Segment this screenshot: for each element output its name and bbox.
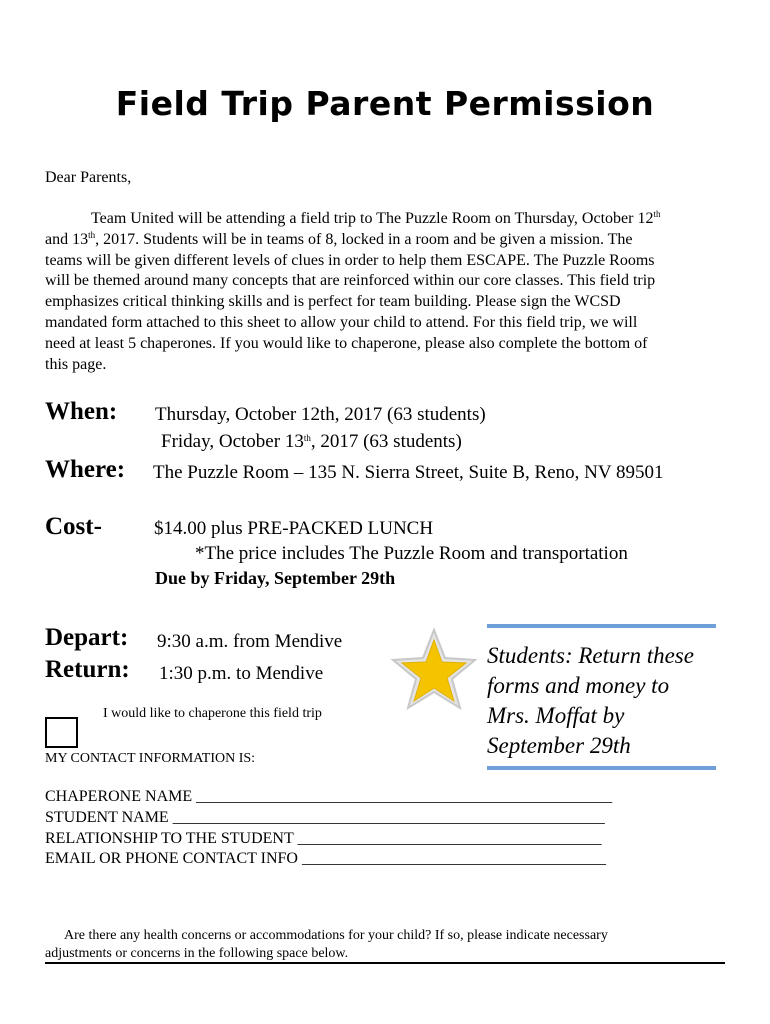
chaperone-checkbox[interactable]	[45, 717, 78, 748]
contact-heading: MY CONTACT INFORMATION IS:	[45, 751, 256, 766]
return-reminder-box	[487, 624, 716, 770]
chaperone-checkbox-label: I would like to chaperone this field trip	[103, 706, 322, 721]
relationship-field[interactable]: RELATIONSHIP TO THE STUDENT ______________________________________	[45, 829, 602, 847]
intro-paragraph	[45, 209, 725, 375]
cost-label: Cost-	[45, 513, 102, 540]
paragraph-line: will be themed around many concepts that are reinforced within our core classes. This field trip	[45, 272, 656, 290]
paragraph-line: this page.	[45, 355, 107, 373]
health-answer-line[interactable]	[45, 962, 725, 964]
return-label: Return:	[45, 656, 130, 683]
page-title: Field Trip Parent Permission	[115, 84, 655, 123]
paragraph-line: need at least 5 chaperones. If you would like to chaperone, please also complete the bottom of	[45, 334, 648, 352]
cost-due-date: Due by Friday, September 29th	[155, 568, 396, 588]
return-reminder-text: Students: Return these forms and money to Mrs. Moffat by September 29th	[487, 643, 694, 758]
cost-note: *The price includes The Puzzle Room and transportation	[195, 543, 628, 564]
contact-info-field[interactable]: EMAIL OR PHONE CONTACT INFO ______________________________________	[45, 850, 606, 868]
contact-fields	[45, 787, 612, 870]
paragraph-line: teams will be given different levels of clues in order to help them ESCAPE. The Puzzle Rooms	[45, 251, 655, 269]
depart-value: 9:30 a.m. from Mendive	[157, 631, 343, 652]
salutation: Dear Parents,	[45, 169, 132, 186]
paragraph-line: mandated form attached to this sheet to allow your child to attend. For this field trip, we will	[45, 313, 638, 331]
paragraph-line: Team United will be attending a field trip to The Puzzle Room on Thursday, October 12th	[91, 209, 661, 227]
student-name-field[interactable]: STUDENT NAME ______________________________________________________	[45, 808, 605, 826]
paragraph-line: and 13th, 2017. Students will be in teams of 8, locked in a room and be given a mission. The	[45, 229, 633, 248]
when-date-2: Friday, October 13th, 2017 (63 students)	[161, 431, 462, 452]
when-label: When:	[45, 398, 118, 425]
return-value: 1:30 p.m. to Mendive	[159, 663, 324, 684]
depart-label: Depart:	[45, 624, 129, 651]
where-label: Where:	[45, 456, 126, 483]
chaperone-name-field[interactable]: CHAPERONE NAME ____________________________________________________	[45, 788, 613, 805]
health-question: Are there any health concerns or accommodations for your child? If so, please indicate necessary adjustments or concerns in the following space below.	[45, 928, 608, 961]
when-date-1: Thursday, October 12th, 2017 (63 students)	[155, 404, 486, 425]
star-icon	[386, 624, 482, 714]
paragraph-line: emphasizes critical thinking skills and is perfect for team building. Please sign the WCSD	[45, 293, 621, 311]
cost-value: $14.00 plus PRE-PACKED LUNCH	[154, 518, 434, 539]
where-value: The Puzzle Room – 135 N. Sierra Street, Suite B, Reno, NV 89501	[153, 462, 664, 483]
